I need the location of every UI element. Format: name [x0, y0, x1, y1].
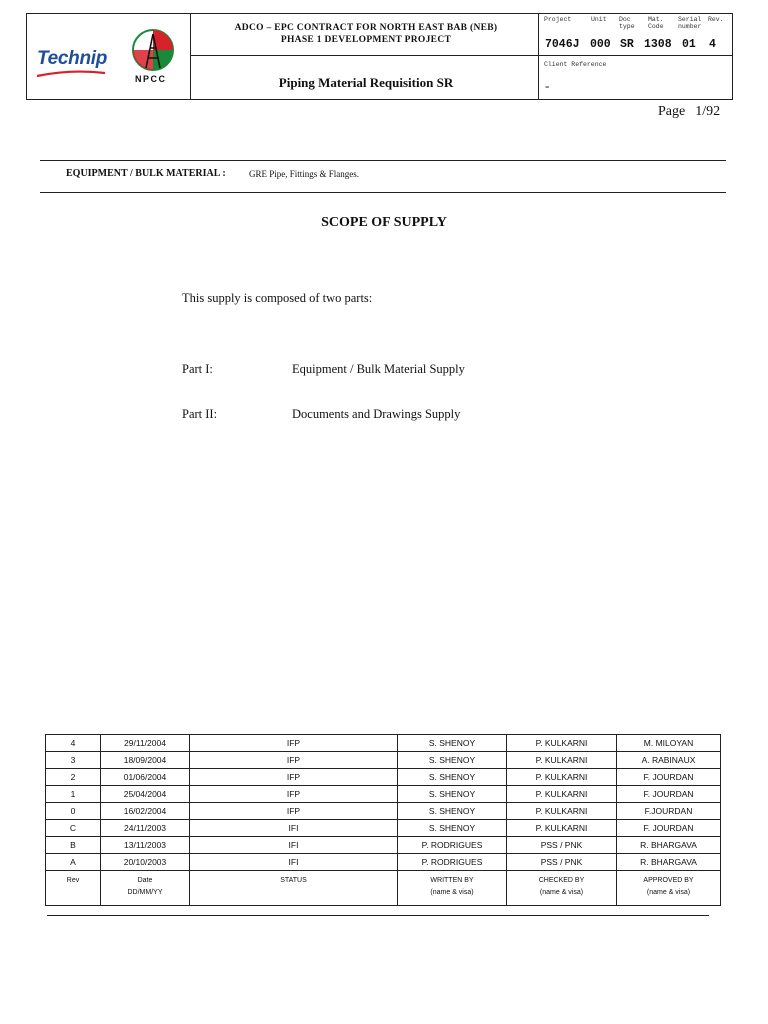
checked-by-cell: PSS / PNK	[507, 854, 617, 871]
status-cell: IFP	[190, 803, 398, 820]
written-by-cell: S. SHENOY	[398, 752, 507, 769]
mat-code-label-line-1: Mat.	[648, 16, 664, 23]
written-by-cell: S. SHENOY	[398, 820, 507, 837]
approved-by-cell: R. BHARGAVA	[617, 837, 721, 854]
table-row	[46, 803, 721, 820]
date-header-line-1: Date	[137, 877, 153, 884]
rev-cell: 3	[46, 752, 101, 769]
status-cell: IFI	[190, 820, 398, 837]
revision-table	[45, 734, 721, 906]
part-1-description: Equipment / Bulk Material Supply	[292, 362, 465, 376]
rev-header: Rev	[46, 871, 101, 906]
checked-by-cell: P. KULKARNI	[507, 803, 617, 820]
rev-cell: A	[46, 854, 101, 871]
approved-by-header-line-2: (name & visa)	[646, 889, 691, 896]
unit-code: 000	[590, 38, 611, 51]
approved-by-cell: A. RABINAUX	[617, 752, 721, 769]
date-cell: 25/04/2004	[101, 786, 190, 803]
approved-by-cell: F. JOURDAN	[617, 820, 721, 837]
logo-cell	[27, 14, 190, 99]
part-2-description: Documents and Drawings Supply	[292, 407, 461, 421]
contract-line-2: PHASE 1 DEVELOPMENT PROJECT	[280, 35, 452, 45]
date-cell: 29/11/2004	[101, 735, 190, 752]
rev-cell: 1	[46, 786, 101, 803]
serial-code: 01	[682, 38, 696, 51]
page-label: Page	[658, 104, 686, 119]
date-header	[101, 871, 190, 906]
technip-logo: Technip	[37, 48, 108, 69]
checked-by-header-line-1: CHECKED BY	[538, 877, 585, 884]
client-reference-value: -	[545, 78, 550, 93]
rev-code: 4	[709, 38, 716, 51]
written-by-cell: P. RODRIGUES	[398, 854, 507, 871]
divider	[190, 55, 732, 56]
serial-label-line-1: Serial	[678, 16, 702, 23]
date-cell: 13/11/2003	[101, 837, 190, 854]
table-row	[46, 735, 721, 752]
equipment-label: EQUIPMENT / BULK MATERIAL :	[66, 168, 226, 179]
rev-label: Rev.	[708, 16, 724, 23]
client-reference-label: Client Reference	[544, 61, 607, 68]
rev-cell: 0	[46, 803, 101, 820]
date-cell: 16/02/2004	[101, 803, 190, 820]
bottom-divider	[47, 915, 709, 916]
checked-by-cell: P. KULKARNI	[507, 820, 617, 837]
approved-by-cell: F.JOURDAN	[617, 803, 721, 820]
status-cell: IFP	[190, 752, 398, 769]
approved-by-cell: R. BHARGAVA	[617, 854, 721, 871]
serial-label	[678, 16, 701, 30]
status-cell: IFP	[190, 769, 398, 786]
doc-type-label-line-2: type	[619, 23, 635, 30]
checked-by-cell: PSS / PNK	[507, 837, 617, 854]
page-value: 1/92	[695, 104, 721, 119]
table-row	[46, 752, 721, 769]
written-by-cell: S. SHENOY	[398, 786, 507, 803]
npcc-emblem-icon	[129, 28, 177, 74]
project-label: Project	[544, 16, 572, 23]
table-row	[46, 837, 721, 854]
rev-cell: B	[46, 837, 101, 854]
written-by-cell: S. SHENOY	[398, 735, 507, 752]
date-header-line-2: DD/MM/YY	[127, 889, 163, 896]
document-header	[26, 13, 733, 100]
written-by-cell: S. SHENOY	[398, 769, 507, 786]
unit-label: Unit	[591, 16, 607, 23]
checked-by-header-line-2: (name & visa)	[539, 889, 584, 896]
divider	[40, 160, 726, 161]
approved-by-cell: F. JOURDAN	[617, 769, 721, 786]
mat-code-label	[648, 16, 664, 30]
written-by-header-line-2: (name & visa)	[430, 889, 474, 896]
part-1-label: Part I:	[182, 362, 213, 376]
approved-by-header-line-1: APPROVED BY	[643, 877, 694, 884]
checked-by-cell: P. KULKARNI	[507, 769, 617, 786]
page-number	[658, 104, 730, 120]
date-cell: 20/10/2003	[101, 854, 190, 871]
status-cell: IFP	[190, 735, 398, 752]
table-row	[46, 769, 721, 786]
rev-cell: C	[46, 820, 101, 837]
approved-by-cell: F. JOURDAN	[617, 786, 721, 803]
checked-by-cell: P. KULKARNI	[507, 735, 617, 752]
written-by-cell: S. SHENOY	[398, 803, 507, 820]
scope-title: SCOPE OF SUPPLY	[321, 215, 447, 230]
serial-label-line-2: number	[678, 23, 702, 30]
contract-title	[191, 22, 541, 46]
doc-type-label-line-1: Doc	[619, 16, 631, 23]
checked-by-header	[507, 871, 617, 906]
doc-type-label	[619, 16, 635, 30]
table-footer-row	[46, 871, 721, 906]
approved-by-cell: M. MILOYAN	[617, 735, 721, 752]
written-by-header-line-1: WRITTEN BY	[430, 877, 474, 884]
scope-intro: This supply is composed of two parts:	[182, 291, 373, 305]
requisition-title: Piping Material Requisition SR	[278, 75, 454, 90]
mat-code: 1308	[644, 38, 672, 51]
doc-type-code: SR	[620, 38, 634, 51]
technip-swoosh-icon	[35, 70, 107, 78]
npcc-logo-text: NPCC	[135, 74, 167, 84]
mat-code-label-line-2: Code	[648, 23, 664, 30]
date-cell: 18/09/2004	[101, 752, 190, 769]
equipment-value: GRE Pipe, Fittings & Flanges.	[249, 169, 360, 179]
table-row	[46, 820, 721, 837]
contract-line-1: ADCO – EPC CONTRACT FOR NORTH EAST BAB (NEB)	[234, 23, 498, 33]
table-row	[46, 854, 721, 871]
divider	[40, 192, 726, 193]
project-code: 7046J	[545, 38, 580, 51]
date-cell: 24/11/2003	[101, 820, 190, 837]
checked-by-cell: P. KULKARNI	[507, 786, 617, 803]
written-by-header	[398, 871, 507, 906]
date-cell: 01/06/2004	[101, 769, 190, 786]
written-by-cell: P. RODRIGUES	[398, 837, 507, 854]
part-2-label: Part II:	[182, 407, 218, 421]
rev-cell: 2	[46, 769, 101, 786]
rev-cell: 4	[46, 735, 101, 752]
checked-by-cell: P. KULKARNI	[507, 752, 617, 769]
status-cell: IFP	[190, 786, 398, 803]
status-cell: IFI	[190, 854, 398, 871]
status-header: STATUS	[190, 871, 398, 906]
table-row	[46, 786, 721, 803]
status-cell: IFI	[190, 837, 398, 854]
approved-by-header	[617, 871, 721, 906]
